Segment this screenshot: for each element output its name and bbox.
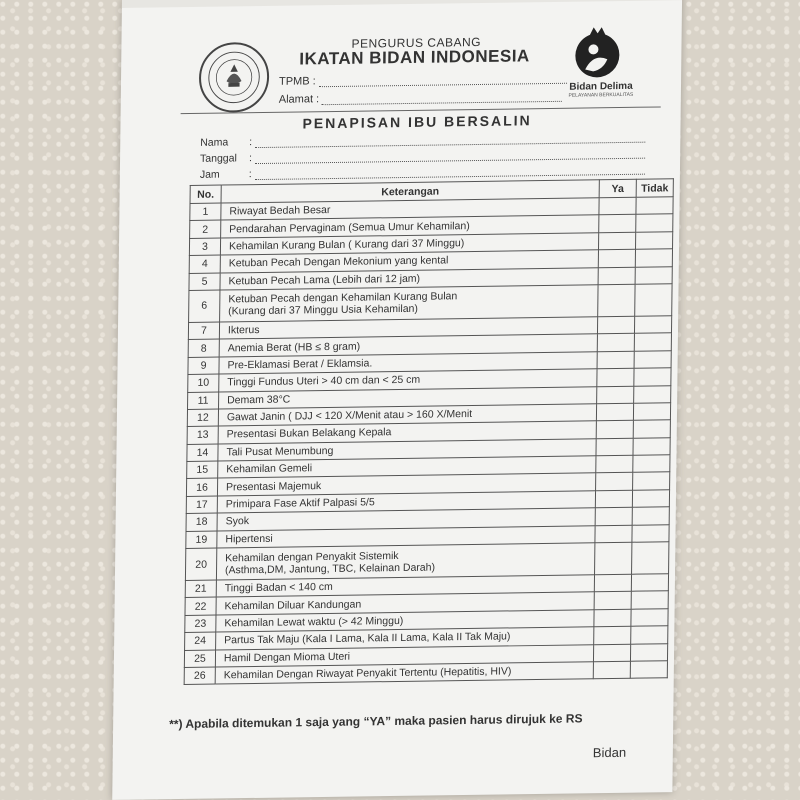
- ya-checkbox-cell[interactable]: [598, 249, 635, 267]
- table-body: [184, 197, 673, 685]
- col-tidak-header: Tidak: [636, 179, 673, 198]
- row-description-line: Pendarahan Pervaginam (Semua Umur Kehamilan): [229, 219, 470, 236]
- row-description-line: Hamil Dengan Mioma Uteri: [223, 650, 351, 665]
- row-description-line: Hipertensi: [225, 532, 273, 546]
- row-description-line: Primipara Fase Aktif Palpasi 5/5: [225, 496, 375, 511]
- row-description-line: Ketuban Pecah Lama (Lebih dari 12 jam): [228, 272, 421, 288]
- row-number: 21: [185, 580, 216, 598]
- tidak-checkbox-cell[interactable]: [630, 661, 667, 679]
- alamat-label: Alamat :: [278, 93, 320, 106]
- row-description-line: Anemia Berat (HB ≤ 8 gram): [227, 340, 361, 354]
- row-number: 14: [187, 444, 218, 462]
- row-description: [220, 285, 598, 322]
- row-description-line: Pre-Eklamasi Berat / Eklamsia.: [227, 357, 373, 372]
- ya-checkbox-cell[interactable]: [594, 574, 631, 592]
- tanggal-field[interactable]: [255, 149, 645, 164]
- tidak-checkbox-cell[interactable]: [634, 350, 671, 368]
- bidan-delima-logo: [561, 23, 642, 104]
- row-number: 24: [185, 632, 216, 650]
- row-number: 15: [187, 461, 218, 479]
- row-description-line: Tali Pusat Menumbung: [226, 444, 334, 459]
- row-number: 18: [186, 513, 217, 531]
- row-description-line: Kehamilan Dengan Riwayat Penyakit Tertentu (Hepatitis, HIV): [223, 665, 512, 682]
- tanggal-row: [200, 147, 645, 165]
- row-number: 8: [188, 339, 219, 357]
- row-description-line: Ikterus: [227, 324, 260, 337]
- row-number: 1: [190, 203, 221, 221]
- ya-checkbox-cell[interactable]: [594, 592, 631, 610]
- row-description-line: Presentasi Majemuk: [225, 479, 322, 494]
- tidak-checkbox-cell[interactable]: [636, 197, 673, 215]
- row-number: 25: [184, 650, 215, 668]
- ya-checkbox-cell[interactable]: [599, 197, 636, 215]
- row-description-line: Riwayat Bedah Besar: [229, 204, 331, 218]
- row-description-line: Ketuban Pecah dengan Kehamilan Kurang Bulan: [228, 290, 458, 306]
- ya-checkbox-cell[interactable]: [595, 525, 632, 543]
- ya-checkbox-cell[interactable]: [598, 284, 635, 317]
- ya-checkbox-cell[interactable]: [596, 421, 633, 439]
- row-description-line: Demam 38°C: [227, 393, 291, 407]
- row-number: 11: [188, 392, 219, 410]
- row-number: 9: [188, 357, 219, 375]
- tidak-checkbox-cell[interactable]: [632, 507, 669, 525]
- ya-checkbox-cell[interactable]: [597, 316, 634, 334]
- tidak-checkbox-cell[interactable]: [631, 626, 668, 644]
- form-title: PENAPISAN IBU BERSALIN: [302, 112, 532, 132]
- referral-note: **) Apabila ditemukan 1 saja yang “YA” maka pasien harus dirujuk ke RS: [169, 711, 583, 732]
- ya-checkbox-cell[interactable]: [594, 609, 631, 627]
- row-description-line: Presentasi Bukan Belakang Kepala: [226, 426, 392, 441]
- ya-checkbox-cell[interactable]: [597, 386, 634, 404]
- jam-field[interactable]: [255, 165, 645, 180]
- row-number: 19: [186, 531, 217, 549]
- bidan-delima-tagline: PELAYANAN BERKUALITAS: [568, 91, 634, 99]
- ibi-emblem-icon: [206, 49, 263, 106]
- row-number: 22: [185, 597, 216, 615]
- row-number: 26: [184, 667, 215, 685]
- row-description-line: Tinggi Badan < 140 cm: [224, 581, 333, 595]
- ya-checkbox-cell[interactable]: [594, 626, 631, 644]
- tanggal-label: Tanggal: [199, 152, 237, 165]
- ya-checkbox-cell[interactable]: [595, 490, 632, 508]
- row-number: 6: [189, 290, 220, 322]
- row-description-line: Gawat Janin ( DJJ < 120 X/Menit atau > 160 X/Menit: [226, 408, 473, 424]
- row-number: 3: [189, 238, 220, 256]
- alamat-field[interactable]: [322, 91, 562, 105]
- tanggal-colon: :: [248, 152, 252, 165]
- screening-table: [184, 178, 674, 685]
- bidan-delima-brand: Bidan Delima: [569, 80, 633, 93]
- tidak-checkbox-cell[interactable]: [633, 472, 670, 490]
- col-desc-header: Keterangan: [221, 180, 599, 203]
- row-description-line: Kehamilan dengan Penyakit Sistemik: [225, 549, 399, 564]
- paper-top-edge: [122, 0, 682, 8]
- ya-checkbox-cell[interactable]: [598, 267, 635, 285]
- col-ya-header: Ya: [599, 179, 636, 198]
- ya-checkbox-cell[interactable]: [599, 215, 636, 233]
- ya-checkbox-cell[interactable]: [596, 403, 633, 421]
- row-number: 2: [190, 220, 221, 238]
- tidak-checkbox-cell[interactable]: [633, 420, 670, 438]
- row-description-line-2: (Asthma,DM, Jantung, TBC, Kelainan Darah): [224, 561, 436, 576]
- row-number: 12: [187, 409, 218, 427]
- row-number: 4: [189, 255, 220, 273]
- ya-checkbox-cell[interactable]: [596, 438, 633, 456]
- tidak-checkbox-cell[interactable]: [631, 609, 668, 627]
- tidak-checkbox-cell[interactable]: [636, 214, 673, 232]
- row-number: 13: [187, 426, 218, 444]
- row-description-line: Partus Tak Maju (Kala I Lama, Kala II Lama, Kala II Tak Maju): [224, 630, 511, 647]
- tidak-checkbox-cell[interactable]: [632, 524, 669, 542]
- jam-row: [200, 163, 645, 181]
- tidak-checkbox-cell[interactable]: [635, 249, 672, 267]
- nama-label: Nama: [200, 136, 229, 149]
- ya-checkbox-cell[interactable]: [596, 473, 633, 491]
- tidak-checkbox-cell[interactable]: [632, 490, 669, 508]
- tidak-checkbox-cell[interactable]: [635, 284, 672, 317]
- tidak-checkbox-cell[interactable]: [636, 232, 673, 250]
- alamat-line: [279, 90, 563, 106]
- row-number: 10: [188, 374, 219, 392]
- row-number: 7: [188, 322, 219, 340]
- ya-checkbox-cell[interactable]: [597, 368, 634, 386]
- org-title: IKATAN BIDAN INDONESIA: [299, 46, 530, 69]
- signature-label: Bidan: [592, 744, 627, 761]
- row-number: 5: [189, 273, 220, 291]
- row-description-line: Ketuban Pecah Dengan Mekonium yang kental: [228, 254, 449, 270]
- tidak-checkbox-cell[interactable]: [634, 316, 671, 334]
- row-number: 16: [186, 479, 217, 497]
- ya-checkbox-cell[interactable]: [598, 232, 635, 250]
- tidak-checkbox-cell[interactable]: [635, 266, 672, 284]
- ya-checkbox-cell[interactable]: [593, 661, 630, 679]
- col-no-header: No.: [190, 185, 221, 203]
- ya-checkbox-cell[interactable]: [595, 542, 632, 575]
- tidak-checkbox-cell[interactable]: [633, 437, 670, 455]
- ya-checkbox-cell[interactable]: [597, 334, 634, 352]
- row-description-line: Syok: [225, 515, 250, 528]
- tidak-checkbox-cell[interactable]: [631, 591, 668, 609]
- row-description: [216, 543, 594, 580]
- tidak-checkbox-cell[interactable]: [632, 542, 669, 575]
- row-description-line: Kehamilan Kurang Bulan ( Kurang dari 37 Minggu): [228, 237, 465, 253]
- tidak-checkbox-cell[interactable]: [630, 643, 667, 661]
- org-subtitle: PENGURUS CABANG: [351, 34, 482, 51]
- row-number: 17: [186, 496, 217, 514]
- ya-checkbox-cell[interactable]: [596, 455, 633, 473]
- tpmb-label: TPMB :: [278, 75, 316, 88]
- tidak-checkbox-cell[interactable]: [633, 403, 670, 421]
- tpmb-field[interactable]: [319, 73, 567, 87]
- bidan-delima-icon: [567, 23, 628, 82]
- form-paper: [112, 0, 682, 800]
- tidak-checkbox-cell[interactable]: [634, 385, 671, 403]
- ya-checkbox-cell[interactable]: [595, 507, 632, 525]
- row-description-line: Tinggi Fundus Uteri > 40 cm dan < 25 cm: [227, 374, 421, 389]
- tidak-checkbox-cell[interactable]: [634, 333, 671, 351]
- row-number: 23: [185, 615, 216, 633]
- row-number: 20: [185, 548, 216, 580]
- jam-colon: :: [248, 168, 252, 181]
- nama-row: [200, 131, 645, 149]
- ya-checkbox-cell[interactable]: [593, 644, 630, 662]
- ibi-logo: [199, 42, 270, 113]
- row-description-line: Kehamilan Gemeli: [226, 462, 313, 476]
- nama-colon: :: [249, 136, 253, 149]
- jam-label: Jam: [199, 168, 220, 181]
- tidak-checkbox-cell[interactable]: [634, 368, 671, 386]
- tidak-checkbox-cell[interactable]: [631, 574, 668, 592]
- tidak-checkbox-cell[interactable]: [633, 455, 670, 473]
- row-description-line: Kehamilan Diluar Kandungan: [224, 598, 362, 613]
- ya-checkbox-cell[interactable]: [597, 351, 634, 369]
- nama-field[interactable]: [255, 133, 645, 148]
- tpmb-line: [279, 72, 567, 88]
- row-description-line-2: (Kurang dari 37 Minggu Usia Kehamilan): [228, 303, 419, 318]
- row-description-line: Kehamilan Lewat waktu (> 42 Minggu): [224, 614, 404, 630]
